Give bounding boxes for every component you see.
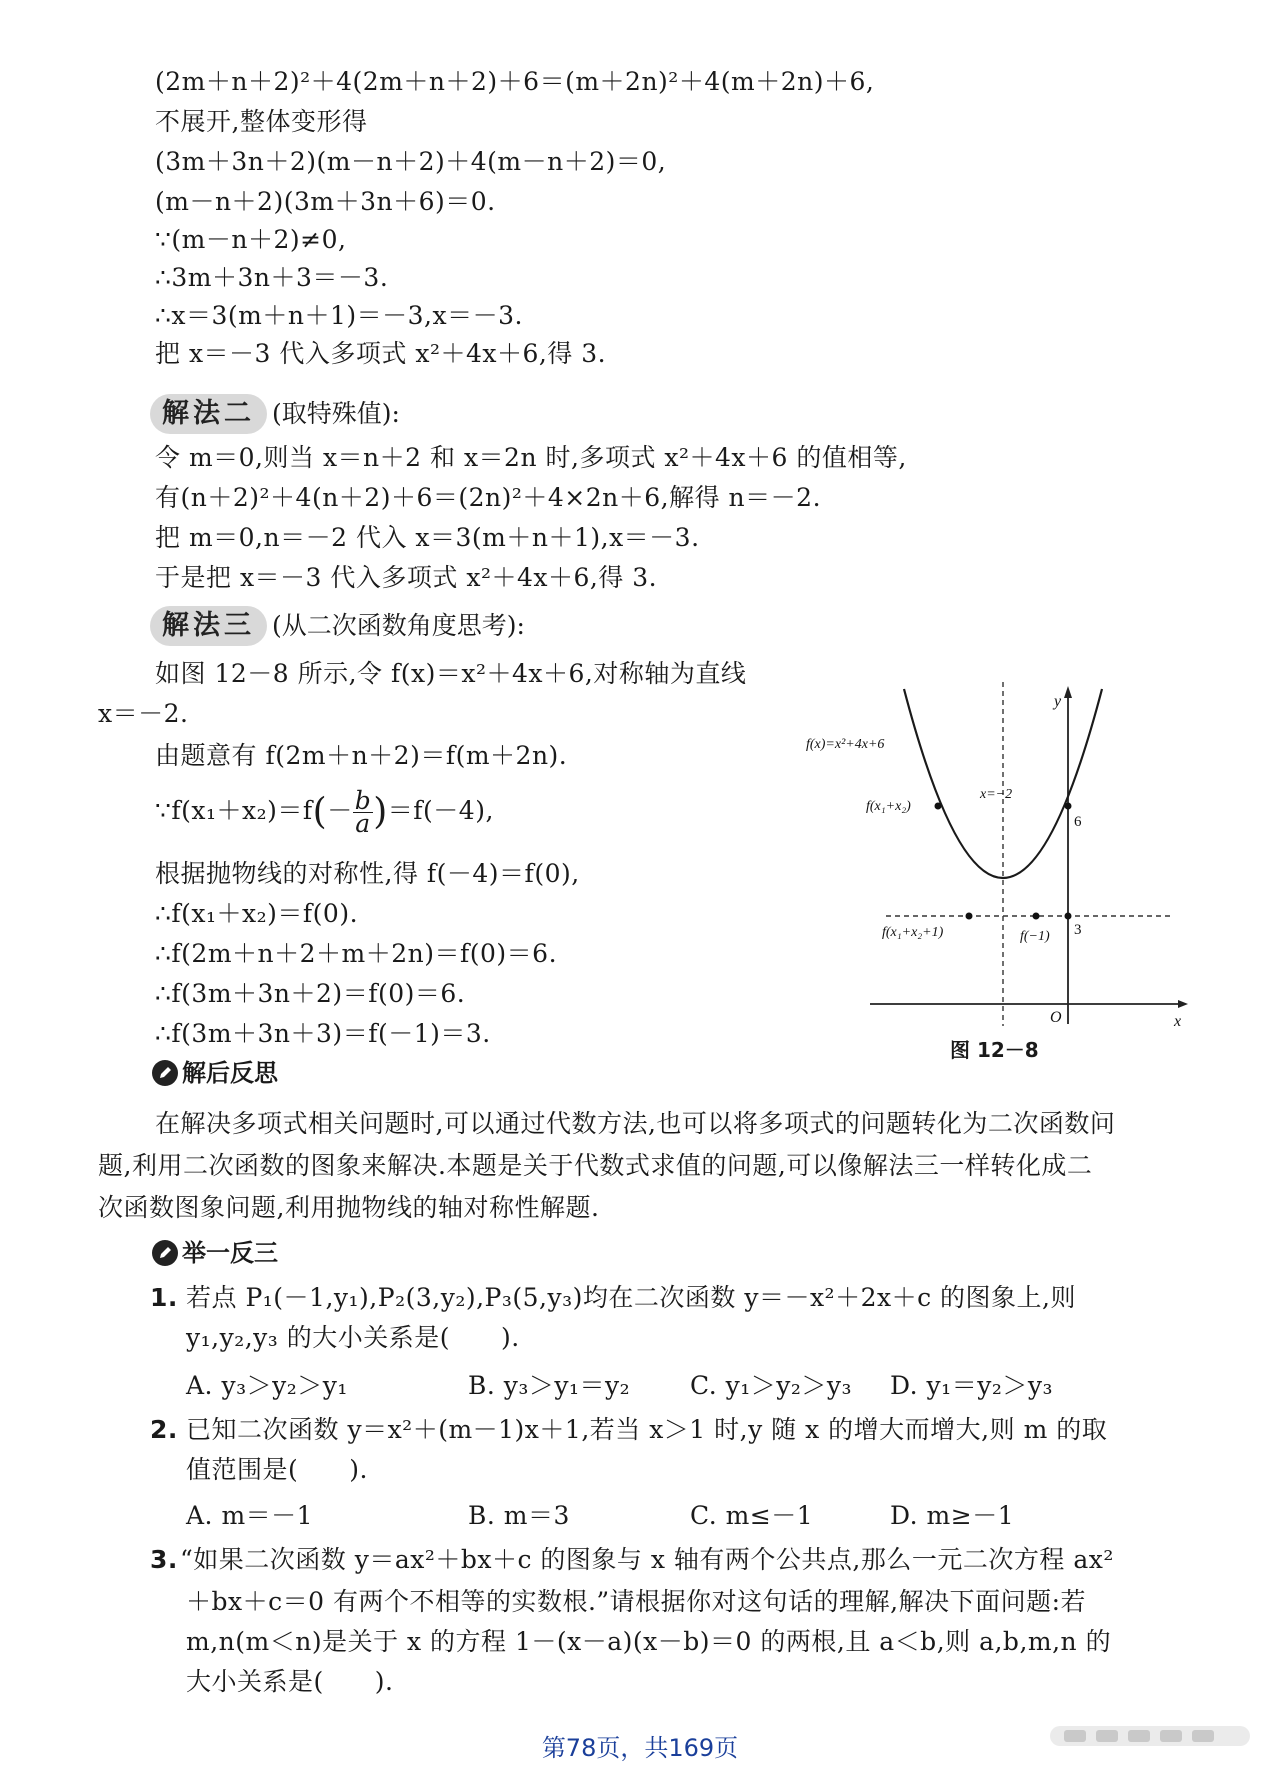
reflection-line: 次函数图象问题,利用抛物线的轴对称性解题. bbox=[98, 1193, 600, 1222]
solution2-note: (取特殊值): bbox=[272, 399, 400, 428]
page-indicator: 第78页，共169页 bbox=[541, 1734, 739, 1762]
solution2-line: 把 m＝0,n＝－2 代入 x＝3(m＋n＋1),x＝－3. bbox=[155, 523, 700, 552]
reflection-title bbox=[152, 1056, 278, 1090]
solution3-badge: 解法三 bbox=[150, 606, 267, 646]
fraction-sign: － bbox=[327, 796, 353, 825]
question-3-line: 大小关系是( ). bbox=[186, 1667, 394, 1696]
question-number: 1. bbox=[150, 1283, 178, 1312]
solution3-line: 如图 12－8 所示,令 f(x)＝x²＋4x＋6,对称轴为直线 bbox=[155, 659, 747, 688]
option-d: D. y₁＝y₂＞y₃ bbox=[890, 1371, 1053, 1400]
option-a: A. m＝－1 bbox=[186, 1501, 314, 1530]
option-b: B. m＝3 bbox=[468, 1501, 570, 1530]
option-c: C. y₁＞y₂＞y₃ bbox=[690, 1371, 853, 1400]
practice-title bbox=[152, 1236, 278, 1270]
question-2-line: 值范围是( ). bbox=[186, 1455, 368, 1484]
y-axis-label: y bbox=[1054, 693, 1062, 710]
right-paren: ) bbox=[373, 791, 388, 833]
solution1-line: (2m＋n＋2)²＋4(2m＋n＋2)＋6＝(m＋2n)²＋4(m＋2n)＋6, bbox=[155, 67, 875, 96]
label-f-minus-1: f(−1) bbox=[1020, 929, 1050, 944]
fraction-suffix: ＝f(－4), bbox=[387, 796, 494, 825]
option-c: C. m≤－1 bbox=[690, 1501, 814, 1530]
option-d: D. m≥－1 bbox=[890, 1501, 1015, 1530]
fraction bbox=[353, 786, 374, 838]
reflection-title-text: 解后反思 bbox=[182, 1059, 278, 1087]
label-3: 3 bbox=[1074, 922, 1082, 938]
solution1-line: ∴x＝3(m＋n＋1)＝－3,x＝－3. bbox=[155, 301, 523, 330]
solution1-line: ∴3m＋3n＋3＝－3. bbox=[155, 263, 389, 292]
label-f-x1-x2: f(x₁+x₂) bbox=[866, 799, 911, 814]
point-f-x1-x2-plus-1 bbox=[966, 913, 973, 920]
reflection-line: 在解决多项式相关问题时,可以通过代数方法,也可以将多项式的问题转化为二次函数问 bbox=[155, 1109, 1116, 1138]
x-axis-label: x bbox=[1174, 1013, 1182, 1030]
solution2-badge: 解法二 bbox=[150, 394, 267, 434]
solution3-line: x＝－2. bbox=[98, 699, 189, 728]
question-3-line: “如果二次函数 y＝ax²＋bx＋c 的图象与 x 轴有两个公共点,那么一元二次方程 ax² bbox=[180, 1545, 1114, 1574]
option-b: B. y₃＞y₁＝y₂ bbox=[468, 1371, 631, 1400]
question-3-line: ＋bx＋c＝0 有两个不相等的实数根.”请根据你对这句话的理解,解决下面问题:若 bbox=[186, 1587, 1087, 1616]
y-axis-arrow bbox=[1064, 686, 1072, 698]
solution3-line-fraction bbox=[155, 786, 494, 838]
solution3-note: (从二次函数角度思考): bbox=[272, 611, 525, 640]
figure-caption: 图 12－8 bbox=[950, 1038, 1039, 1062]
fraction-denominator: a bbox=[355, 809, 371, 838]
label-f-x1-x2-1: f(x₁+x₂+1) bbox=[882, 925, 944, 940]
reflection-line: 题,利用二次函数的图象来解决.本题是关于代数式求值的问题,可以像解法三一样转化成二 bbox=[98, 1151, 1093, 1180]
solution2-line: 令 m＝0,则当 x＝n＋2 和 x＝2n 时,多项式 x²＋4x＋6 的值相等, bbox=[155, 443, 907, 472]
solution3-line: ∴f(3m＋3n＋3)＝f(－1)＝3. bbox=[155, 1019, 491, 1048]
question-1-line: y₁,y₂,y₃ 的大小关系是( ). bbox=[186, 1323, 520, 1352]
point-y-6 bbox=[1065, 803, 1072, 810]
point-y-3 bbox=[1065, 913, 1072, 920]
question-1-line: 若点 P₁(－1,y₁),P₂(3,y₂),P₃(5,y₃)均在二次函数 y＝－x²＋2x＋c 的图象上,则 bbox=[186, 1283, 1076, 1312]
solution1-line: (3m＋3n＋2)(m－n＋2)＋4(m－n＋2)＝0, bbox=[155, 147, 667, 176]
x-axis-arrow bbox=[1178, 1000, 1188, 1008]
fraction-numerator: b bbox=[354, 786, 372, 815]
solution2-line: 有(n＋2)²＋4(n＋2)＋6＝(2n)²＋4×2n＋6,解得 n＝－2. bbox=[155, 483, 822, 512]
curve-label: f(x)=x²+4x+6 bbox=[806, 737, 885, 752]
question-number: 2. bbox=[150, 1415, 178, 1444]
solution3-line: 根据抛物线的对称性,得 f(－4)＝f(0), bbox=[155, 859, 580, 888]
symmetry-label: x=−2 bbox=[980, 787, 1013, 802]
point-f-x1-x2 bbox=[935, 803, 942, 810]
point-f-minus-1 bbox=[1033, 913, 1040, 920]
pencil-glyph bbox=[157, 1065, 173, 1081]
solution3-line: 由题意有 f(2m＋n＋2)＝f(m＋2n). bbox=[155, 741, 568, 770]
left-paren: ( bbox=[312, 791, 328, 833]
solution2-line: 于是把 x＝－3 代入多项式 x²＋4x＋6,得 3. bbox=[155, 563, 658, 592]
solution1-line: ∵(m－n＋2)≠0, bbox=[155, 225, 347, 254]
fraction-prefix: ∵f(x₁＋x₂)＝f bbox=[155, 796, 313, 825]
parabola-figure bbox=[800, 672, 1200, 1072]
question-number: 3. bbox=[150, 1545, 178, 1574]
pencil-icon bbox=[152, 1240, 178, 1266]
watermark-icon bbox=[1050, 1722, 1250, 1750]
question-3-line: m,n(m＜n)是关于 x 的方程 1－(x－a)(x－b)＝0 的两根,且 a＜b,则 a,b,m,n 的 bbox=[186, 1627, 1112, 1656]
pencil-icon bbox=[152, 1060, 178, 1086]
practice-title-text: 举一反三 bbox=[182, 1239, 278, 1267]
solution3-line: ∴f(x₁＋x₂)＝f(0). bbox=[155, 899, 359, 928]
solution1-line: 把 x＝－3 代入多项式 x²＋4x＋6,得 3. bbox=[155, 339, 607, 368]
solution1-line: 不展开,整体变形得 bbox=[155, 107, 368, 136]
solution3-line: ∴f(2m＋n＋2＋m＋2n)＝f(0)＝6. bbox=[155, 939, 558, 968]
option-a: A. y₃＞y₂＞y₁ bbox=[186, 1371, 348, 1400]
label-6: 6 bbox=[1074, 814, 1082, 830]
pencil-glyph bbox=[157, 1245, 173, 1261]
solution1-line: (m－n＋2)(3m＋3n＋6)＝0. bbox=[155, 187, 496, 216]
question-2-line: 已知二次函数 y＝x²＋(m－1)x＋1,若当 x＞1 时,y 随 x 的增大而增大,则 m 的取 bbox=[186, 1415, 1108, 1444]
origin-label: O bbox=[1050, 1009, 1062, 1026]
solution3-line: ∴f(3m＋3n＋2)＝f(0)＝6. bbox=[155, 979, 466, 1008]
